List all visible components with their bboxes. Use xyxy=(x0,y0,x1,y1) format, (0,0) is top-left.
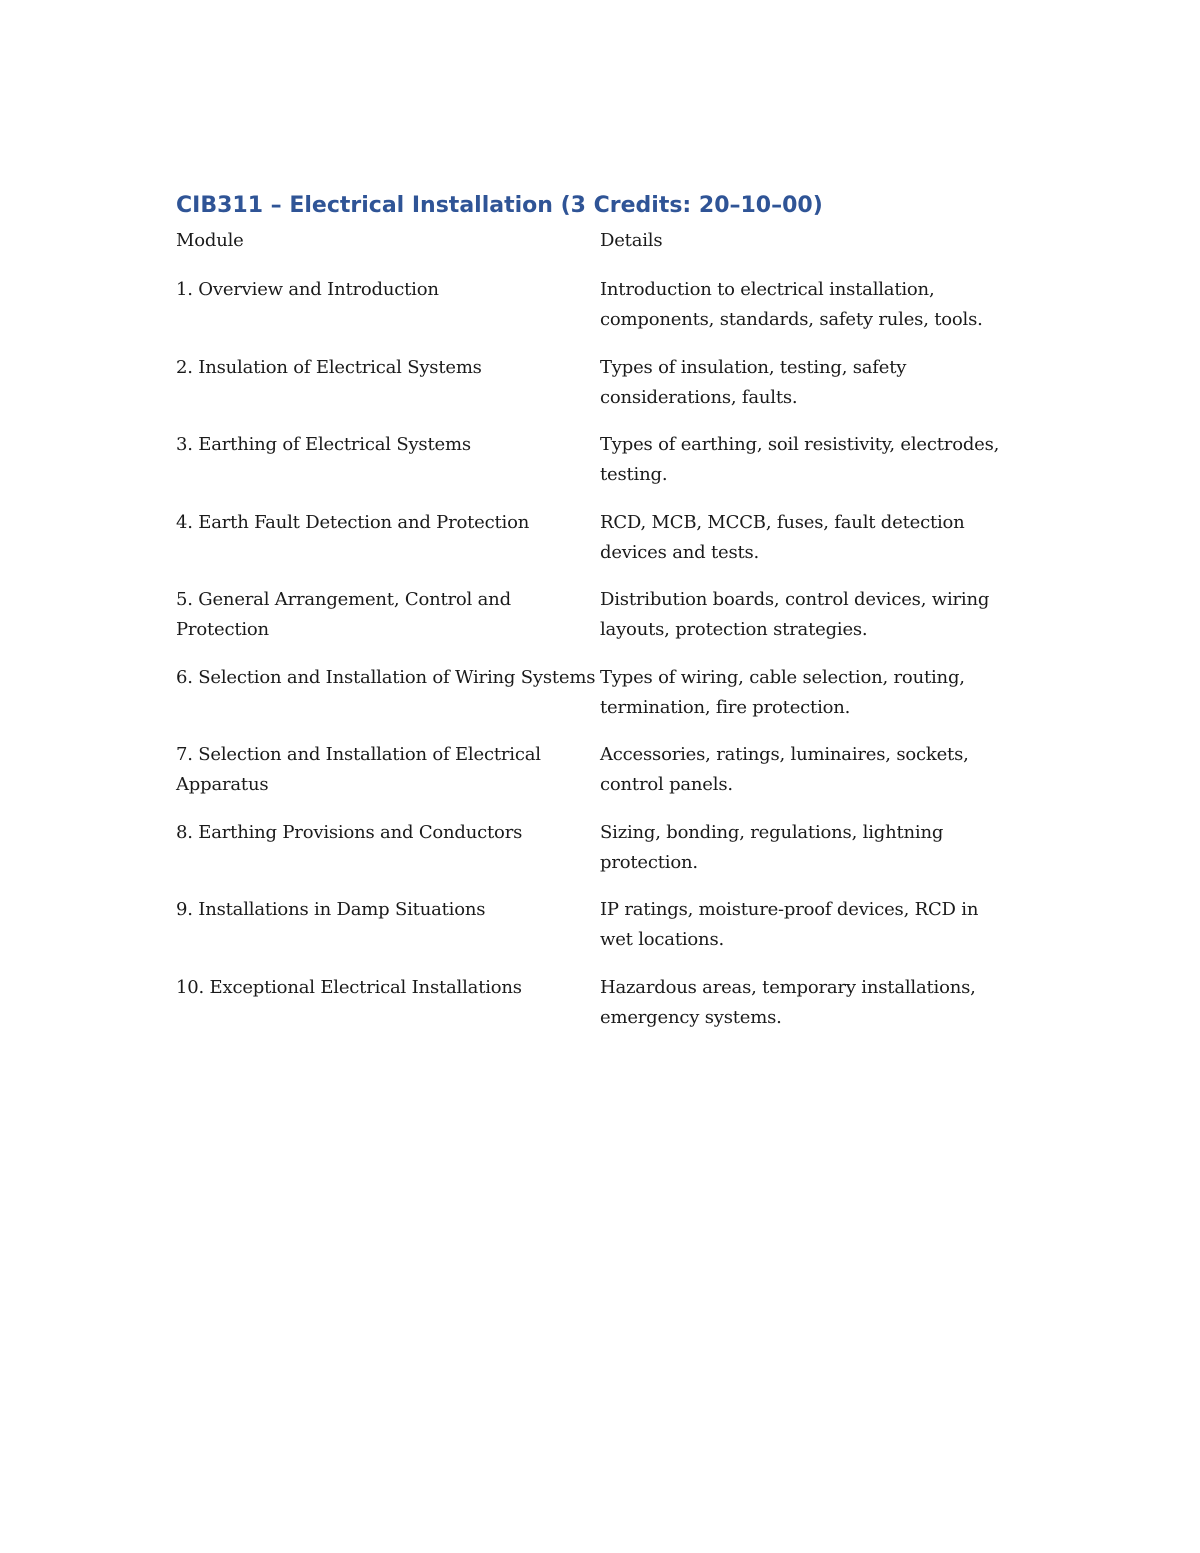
table-row xyxy=(176,353,1016,431)
table-row xyxy=(176,508,1016,586)
table-row xyxy=(176,585,1016,663)
table-row xyxy=(176,895,1016,973)
details-cell: Types of earthing, soil resistivity, electrodes, testing. xyxy=(600,434,1000,485)
details-cell: Distribution boards, control devices, wiring layouts, protection strategies. xyxy=(600,589,990,640)
module-table xyxy=(176,226,1016,1033)
details-column-header: Details xyxy=(600,230,663,251)
table-row xyxy=(176,818,1016,896)
course-title: CIB311 – Electrical Installation (3 Credits: 20–10–00) xyxy=(176,193,823,218)
details-cell: Accessories, ratings, luminaires, sockets, control panels. xyxy=(600,744,969,795)
details-cell: IP ratings, moisture-proof devices, RCD in wet locations. xyxy=(600,899,979,950)
module-column-header: Module xyxy=(176,230,244,251)
details-cell: RCD, MCB, MCCB, fuses, fault detection devices and tests. xyxy=(600,511,965,563)
table-row xyxy=(176,740,1016,818)
table-row xyxy=(176,663,1016,741)
module-cell: 6. Selection and Installation of Wiring Systems xyxy=(176,666,596,688)
module-cell: 8. Earthing Provisions and Conductors xyxy=(176,821,523,843)
details-cell: Types of wiring, cable selection, routing, termination, fire protection. xyxy=(600,666,965,718)
module-cell: 1. Overview and Introduction xyxy=(176,279,439,300)
module-cell: 2. Insulation of Electrical Systems xyxy=(176,356,482,378)
table-row xyxy=(176,275,1016,353)
details-cell: Sizing, bonding, regulations, lightning protection. xyxy=(600,821,944,873)
module-cell: 5. General Arrangement, Control and Protection xyxy=(176,589,511,640)
module-cell: 4. Earth Fault Detection and Protection xyxy=(176,511,530,533)
module-cell: 9. Installations in Damp Situations xyxy=(176,899,486,920)
module-cell: 10. Exceptional Electrical Installations xyxy=(176,976,522,998)
details-cell: Types of insulation, testing, safety considerations, faults. xyxy=(600,356,907,408)
details-cell: Hazardous areas, temporary installations, emergency systems. xyxy=(600,976,976,1028)
table-header-row xyxy=(176,226,1016,275)
table-row xyxy=(176,973,1016,1033)
details-cell: Introduction to electrical installation, components, standards, safety rules, tools. xyxy=(600,279,983,330)
module-cell: 3. Earthing of Electrical Systems xyxy=(176,434,471,455)
table-row xyxy=(176,430,1016,508)
module-cell: 7. Selection and Installation of Electrical Apparatus xyxy=(176,744,541,795)
